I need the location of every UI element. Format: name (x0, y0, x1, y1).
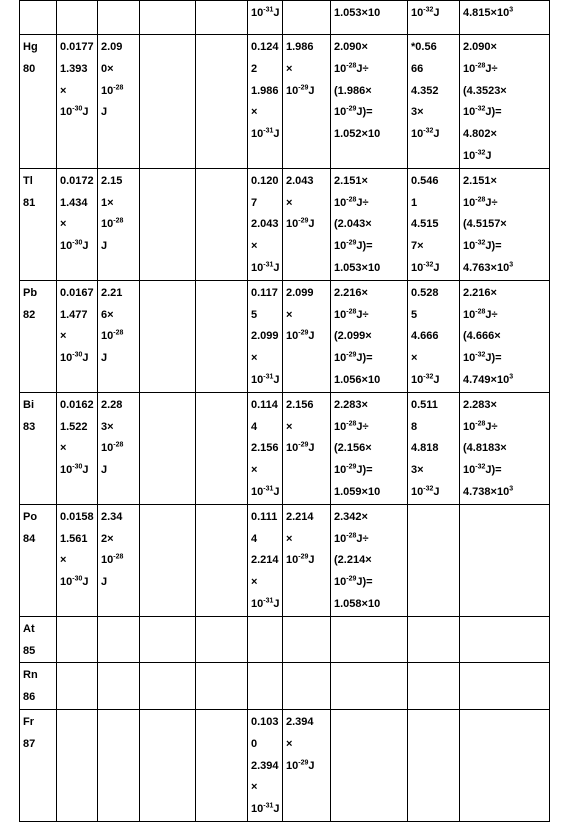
table-cell (20, 709, 57, 821)
table-cell (248, 504, 283, 616)
table-cell (98, 1, 140, 35)
table-cell (408, 35, 460, 169)
table-cell (283, 663, 331, 710)
cell-line: × (286, 420, 293, 433)
table-cell (57, 280, 98, 392)
cell-line: 1.561 (60, 532, 88, 545)
cell-line: $10^{-28}$ (101, 329, 124, 343)
table-cell (196, 168, 248, 280)
cell-line: 2× (101, 532, 114, 545)
table-cell (331, 709, 408, 821)
cell-line: *0.56 (411, 41, 437, 53)
cell-line: Bi (23, 398, 34, 411)
table-cell (98, 392, 140, 504)
data-table (19, 0, 550, 822)
table-cell (248, 1, 283, 35)
table-cell (331, 168, 408, 280)
cell-line: J (101, 240, 108, 253)
table-cell (140, 709, 196, 821)
cell-line: $10^{-28}J\div$ (463, 195, 498, 209)
cell-line: 1.522 (60, 420, 88, 433)
cell-line: $10^{-28}J\div$ (334, 195, 369, 209)
cell-line: 1.058×10 (334, 597, 381, 610)
cell-line: 4.666 (411, 330, 439, 343)
cell-line: 1.986 (286, 41, 314, 53)
table-cell (283, 280, 331, 392)
cell-line: × (251, 106, 258, 119)
cell-line: $10^{-29}J$ (286, 553, 315, 567)
cell-line: $10^{-30}J$ (60, 105, 89, 119)
cell-line: $10^{-28}$ (101, 441, 124, 455)
cell-line: $10^{-29}J)=$ (334, 239, 373, 253)
cell-line: $10^{-32}J$ (411, 485, 440, 498)
cell-line: (2.043× (334, 218, 372, 231)
table-cell (248, 663, 283, 710)
table-cell (57, 392, 98, 504)
cell-line: 1.986 (251, 84, 279, 97)
table-cell (331, 1, 408, 35)
cell-line: 0.546 (411, 174, 439, 187)
cell-line: 80 (23, 62, 36, 75)
cell-line: $10^{-28}$ (101, 83, 124, 97)
table-cell (140, 392, 196, 504)
table-cell (196, 709, 248, 821)
cell-line: 0× (101, 62, 114, 75)
table-row (20, 280, 550, 392)
cell-line: 0.120 (251, 174, 279, 187)
cell-line: $10^{-28}J\div$ (334, 531, 369, 545)
cell-line: × (60, 442, 67, 455)
cell-line: $10^{-32}J$ (411, 6, 440, 19)
cell-line: 81 (23, 196, 36, 209)
cell-line: $10^{-30}J$ (60, 463, 89, 477)
cell-line: × (60, 330, 67, 343)
table-cell (460, 168, 550, 280)
table-cell (57, 709, 98, 821)
cell-line: 84 (23, 532, 36, 545)
table-cell (460, 1, 550, 35)
cell-line: 2.151× (463, 174, 497, 187)
table-cell (20, 392, 57, 504)
cell-line: 2.21 (101, 286, 123, 299)
cell-line: J (101, 352, 108, 365)
table-body (20, 1, 550, 822)
cell-line: $10^{-28}J\div$ (463, 307, 498, 321)
table-row (20, 168, 550, 280)
cell-line: $10^{-29}J$ (286, 758, 315, 772)
table-cell (283, 168, 331, 280)
cell-line: $10^{-31}J$ (251, 6, 280, 19)
cell-line: 2.283× (463, 398, 497, 411)
cell-line: $4.738\times 10^3$ (463, 485, 514, 498)
table-cell (140, 280, 196, 392)
table-cell (248, 616, 283, 663)
cell-line: 2.28 (101, 398, 123, 411)
cell-line: 5 (251, 308, 258, 321)
table-cell (408, 1, 460, 35)
table-cell (98, 168, 140, 280)
table-cell (331, 616, 408, 663)
table-cell (408, 168, 460, 280)
cell-line: 8 (411, 420, 418, 433)
table-cell (460, 392, 550, 504)
cell-line: 4.802× (463, 128, 497, 141)
cell-line: $10^{-32}J$ (411, 127, 440, 141)
cell-line: 2.090× (463, 41, 497, 53)
table-row (20, 616, 550, 663)
cell-line: $10^{-28}J\div$ (463, 62, 498, 75)
table-cell (196, 663, 248, 710)
cell-line: (2.099× (334, 330, 372, 343)
cell-line: × (286, 196, 293, 209)
table-cell (331, 35, 408, 169)
cell-line: 1.059×10 (334, 485, 381, 498)
table-cell (331, 504, 408, 616)
cell-line: 3× (411, 464, 424, 477)
cell-line: 2.216× (334, 286, 368, 299)
table-cell (57, 168, 98, 280)
cell-line: Tl (23, 174, 33, 187)
cell-line: $10^{-28}J\div$ (334, 419, 369, 433)
table-cell (460, 280, 550, 392)
table-cell (140, 1, 196, 35)
cell-line: × (286, 737, 293, 750)
cell-line: × (251, 464, 258, 477)
cell-line: 0.0158 (60, 510, 94, 523)
cell-line: Rn (23, 669, 38, 682)
cell-line: × (286, 62, 293, 75)
cell-line: (2.156× (334, 442, 372, 455)
table-cell (140, 168, 196, 280)
cell-line: 1.056×10 (334, 373, 381, 386)
cell-line: 87 (23, 737, 36, 750)
table-cell (57, 35, 98, 169)
cell-line: $10^{-29}J$ (286, 83, 315, 97)
cell-line: Fr (23, 715, 34, 728)
cell-line: $10^{-29}J)=$ (334, 351, 373, 365)
cell-line: $10^{-32}J$ (463, 149, 492, 162)
cell-line: 4.818 (411, 442, 439, 455)
table-cell (98, 504, 140, 616)
table-cell (196, 1, 248, 35)
cell-line: 0.511 (411, 398, 438, 411)
cell-line: $10^{-28}$ (101, 217, 124, 231)
cell-line: (4.5157× (463, 218, 507, 231)
cell-line: × (60, 84, 67, 97)
cell-line: 0.103 (251, 715, 279, 728)
cell-line: 0.528 (411, 286, 439, 299)
cell-line: × (60, 554, 67, 567)
cell-line: 0.0172 (60, 174, 94, 187)
cell-line: $10^{-31}J$ (251, 802, 280, 816)
cell-line: J (101, 464, 108, 477)
cell-line: × (251, 781, 258, 794)
cell-line: Po (23, 510, 38, 523)
table-cell (20, 168, 57, 280)
cell-line: (4.8183× (463, 442, 507, 455)
cell-line: 4.352 (411, 84, 439, 97)
cell-line: × (286, 308, 293, 321)
cell-line: 0.124 (251, 41, 279, 53)
cell-line: $10^{-31}J$ (251, 127, 280, 141)
cell-line: 2.15 (101, 174, 123, 187)
cell-line: (4.666× (463, 330, 501, 343)
table-row (20, 663, 550, 710)
cell-line: 2.156 (251, 442, 279, 455)
table-cell (460, 663, 550, 710)
table-row (20, 35, 550, 169)
cell-line: 82 (23, 308, 36, 321)
cell-line: (4.3523× (463, 84, 507, 97)
table-cell (98, 709, 140, 821)
cell-line: 2 (251, 62, 258, 75)
table-cell (57, 663, 98, 710)
cell-line: 5 (411, 308, 418, 321)
table-cell (408, 616, 460, 663)
cell-line: 1.053×10 (334, 261, 381, 274)
table-cell (283, 392, 331, 504)
cell-line: 2.043 (251, 218, 279, 231)
cell-line: $4.749\times 10^3$ (463, 373, 514, 386)
cell-line: 2.099 (286, 286, 314, 299)
table-cell (196, 616, 248, 663)
table-cell (408, 392, 460, 504)
cell-line: 1.052×10 (334, 128, 381, 141)
cell-line: 0.111 (251, 510, 278, 523)
cell-line: 2.394 (286, 715, 314, 728)
table-cell (20, 1, 57, 35)
table-cell (460, 616, 550, 663)
table-cell (140, 616, 196, 663)
cell-line: $10^{-31}J$ (251, 597, 280, 610)
cell-line: 2.099 (251, 330, 279, 343)
cell-line: $10^{-32}J$ (411, 261, 440, 274)
table-cell (248, 709, 283, 821)
cell-line: $4.763\times 10^3$ (463, 261, 514, 274)
cell-line: $10^{-28}$ (101, 553, 124, 567)
cell-line: 1.434 (60, 196, 88, 209)
table-cell (20, 280, 57, 392)
cell-line: 2.214 (251, 554, 279, 567)
table-cell (248, 280, 283, 392)
table-row (20, 392, 550, 504)
cell-line: $10^{-31}J$ (251, 373, 280, 386)
table-cell (408, 663, 460, 710)
cell-line: 0.0177 (60, 41, 94, 53)
table-cell (283, 35, 331, 169)
cell-line: 83 (23, 420, 36, 433)
cell-line: $10^{-32}J)=$ (463, 239, 502, 253)
table-cell (20, 35, 57, 169)
table-cell (283, 709, 331, 821)
table-cell (196, 504, 248, 616)
cell-line: $10^{-29}J$ (286, 441, 315, 455)
cell-line: 2.394 (251, 759, 279, 772)
cell-line: At (23, 622, 35, 635)
table-cell (140, 504, 196, 616)
cell-line: 2.216× (463, 286, 497, 299)
cell-line: $10^{-29}J$ (286, 217, 315, 231)
cell-line: × (60, 218, 67, 231)
cell-line: $10^{-30}J$ (60, 575, 89, 589)
cell-line: 7× (411, 240, 424, 253)
cell-line: $10^{-28}J\div$ (334, 62, 369, 75)
table-row (20, 504, 550, 616)
cell-line: 3× (411, 106, 424, 119)
cell-line: × (286, 532, 293, 545)
cell-line: 1.477 (60, 308, 88, 321)
cell-line: 2.214 (286, 510, 314, 523)
cell-line: $10^{-32}J$ (411, 373, 440, 386)
cell-line: $10^{-28}J\div$ (334, 307, 369, 321)
table-cell (57, 1, 98, 35)
table-cell (98, 616, 140, 663)
table-cell (408, 280, 460, 392)
table-cell (98, 35, 140, 169)
cell-line: 4 (251, 420, 258, 433)
cell-line: 2.043 (286, 174, 314, 187)
cell-line: J (101, 106, 108, 119)
cell-line: 85 (23, 644, 36, 657)
table-cell (57, 616, 98, 663)
cell-line: 7 (251, 196, 258, 209)
cell-line: 2.090× (334, 41, 368, 53)
table-cell (57, 504, 98, 616)
table-cell (331, 280, 408, 392)
table-cell (20, 663, 57, 710)
table-cell (20, 504, 57, 616)
table-cell (196, 35, 248, 169)
cell-line: 0.114 (251, 398, 278, 411)
cell-line: 4 (251, 532, 258, 545)
cell-line: Pb (23, 286, 38, 299)
cell-line: 66 (411, 62, 424, 75)
cell-line: × (251, 352, 258, 365)
table-cell (98, 280, 140, 392)
cell-line: $10^{-32}J)=$ (463, 105, 502, 119)
cell-line: 4.515 (411, 218, 439, 231)
table-cell (248, 35, 283, 169)
table-cell (20, 616, 57, 663)
table-row (20, 1, 550, 35)
cell-line: 0.0167 (60, 286, 94, 299)
cell-line: 0 (251, 737, 258, 750)
cell-line: $4.815\times 10^3$ (463, 6, 514, 19)
table-cell (140, 663, 196, 710)
cell-line: 2.156 (286, 398, 314, 411)
cell-line: 2.283× (334, 398, 368, 411)
cell-line: 2.09 (101, 41, 123, 53)
table-cell (408, 504, 460, 616)
cell-line: $10^{-30}J$ (60, 239, 89, 253)
table-cell (248, 168, 283, 280)
table-cell (196, 280, 248, 392)
cell-line: 1× (101, 196, 114, 209)
cell-line: 3× (101, 420, 114, 433)
cell-line: 6× (101, 308, 114, 321)
table-cell (196, 392, 248, 504)
table-cell (408, 709, 460, 821)
cell-line: $10^{-29}J)=$ (334, 575, 373, 589)
cell-line: (1.986× (334, 84, 372, 97)
cell-line: $10^{-32}J)=$ (463, 351, 502, 365)
cell-line: $10^{-30}J$ (60, 351, 89, 365)
cell-line: 0.117 (251, 286, 278, 299)
cell-line: 1.053×10 (334, 7, 381, 19)
cell-line: (2.214× (334, 554, 372, 567)
table-cell (331, 663, 408, 710)
cell-line: $10^{-31}J$ (251, 485, 280, 498)
table-cell (140, 35, 196, 169)
table-cell (283, 616, 331, 663)
cell-line: $10^{-28}J\div$ (463, 419, 498, 433)
cell-line: $10^{-32}J)=$ (463, 463, 502, 477)
table-row (20, 709, 550, 821)
cell-line: 1.393 (60, 62, 88, 75)
cell-line: × (251, 576, 258, 589)
cell-line: × (411, 352, 418, 365)
cell-line: 86 (23, 691, 36, 704)
cell-line: 0.0162 (60, 398, 94, 411)
cell-line: $10^{-31}J$ (251, 261, 280, 274)
cell-line: 1 (411, 196, 418, 209)
table-cell (98, 663, 140, 710)
cell-line: Hg (23, 41, 38, 53)
table-cell (460, 35, 550, 169)
cell-line: J (101, 576, 108, 589)
table-cell (248, 392, 283, 504)
cell-line: $10^{-29}J$ (286, 329, 315, 343)
cell-line: 2.151× (334, 174, 368, 187)
table-cell (283, 504, 331, 616)
cell-line: × (251, 240, 258, 253)
cell-line: $10^{-29}J)=$ (334, 105, 373, 119)
table-cell (283, 1, 331, 35)
cell-line: 2.342× (334, 510, 368, 523)
cell-line: $10^{-29}J)=$ (334, 463, 373, 477)
table-cell (331, 392, 408, 504)
table-cell (460, 709, 550, 821)
table-cell (460, 504, 550, 616)
cell-line: 2.34 (101, 510, 123, 523)
